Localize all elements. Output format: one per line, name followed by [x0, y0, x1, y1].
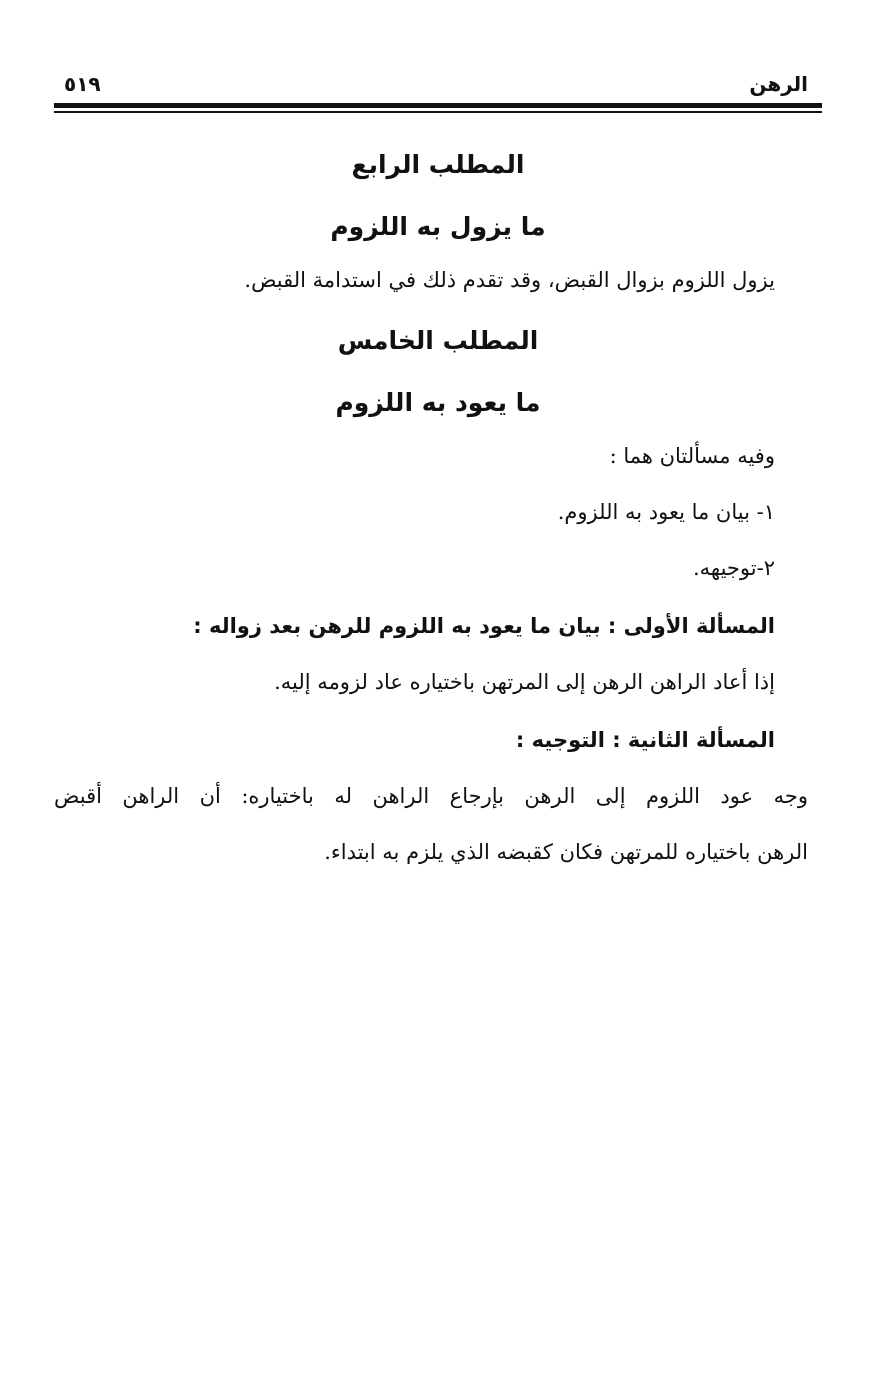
intro-text: وفيه مسألتان هما : — [609, 444, 775, 468]
header-rule-thick — [54, 103, 822, 108]
page-header — [54, 68, 822, 100]
running-title: الرهن — [749, 72, 808, 96]
section5-subtitle: ما يعود به اللزوم — [335, 388, 541, 417]
section4-subtitle: ما يزول به اللزوم — [330, 212, 546, 241]
page-number: ٥١٩ — [64, 72, 101, 96]
section5-title: المطلب الخامس — [337, 326, 539, 355]
list-item: ١- بيان ما يعود به اللزوم. — [557, 500, 775, 524]
issue1-heading: المسألة الأولى : بيان ما يعود به اللزوم للرهن بعد زواله : — [193, 614, 775, 638]
section4-text: يزول اللزوم بزوال القبض، وقد تقدم ذلك في استدامة القبض. — [244, 268, 775, 292]
list-item: ٢-توجيهه. — [692, 556, 775, 580]
issue1-text: إذا أعاد الراهن الرهن إلى المرتهن باختياره عاد لزومه إليه. — [274, 670, 775, 694]
issue2-text-line2: الرهن باختياره للمرتهن فكان كقبضه الذي يلزم به ابتداء. — [324, 840, 808, 864]
issue2-heading: المسألة الثانية : التوجيه : — [515, 728, 775, 752]
issue2-text-line1: وجه عود اللزوم إلى الرهن بإرجاع الراهن له باختياره: أن الراهن أقبض — [54, 784, 808, 808]
section4-title: المطلب الرابع — [351, 150, 525, 179]
header-rule-thin — [54, 111, 822, 113]
